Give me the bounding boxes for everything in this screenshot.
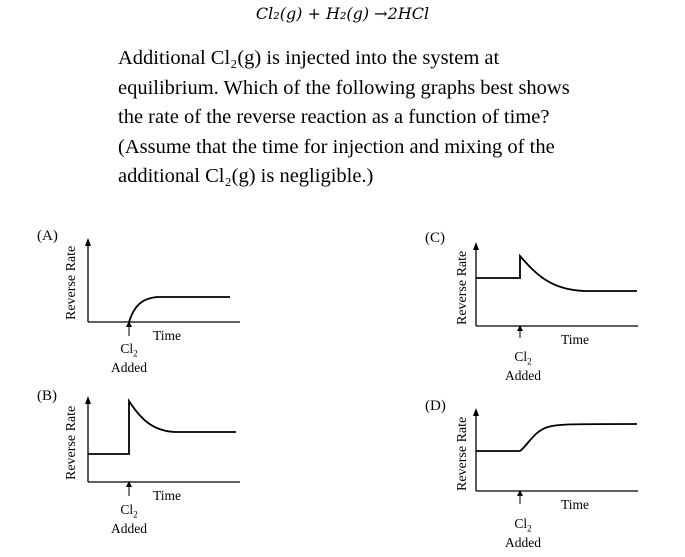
graph-a-marker-sub: 2 xyxy=(133,348,138,359)
graph-a-y-axis-label: Reverse Rate xyxy=(64,245,79,320)
graph-c-label: (C) xyxy=(425,230,445,246)
graph-a-rate-curve xyxy=(129,297,230,322)
graph-d-marker-label xyxy=(493,517,553,550)
graph-b-plot xyxy=(30,388,290,548)
graph-b-marker-label xyxy=(99,503,159,536)
graph-b-marker-sub: 2 xyxy=(133,509,138,520)
graph-d-x-axis-label: Time xyxy=(561,497,590,512)
graph-c-x-axis-label: Time xyxy=(561,332,590,347)
graph-d-marker-cl: Cl xyxy=(514,516,528,531)
graph-d-label: (D) xyxy=(425,398,446,414)
graph-c-marker-added: Added xyxy=(505,367,541,383)
graph-a-label: (A) xyxy=(37,228,58,244)
graph-a-x-axis-label: Time xyxy=(153,328,182,343)
graph-b-x-axis-label: Time xyxy=(153,488,182,503)
graph-a-marker-label xyxy=(99,342,159,375)
graph-d-marker-sub: 2 xyxy=(527,523,532,534)
graph-a-marker-cl: Cl xyxy=(120,341,134,356)
question-text: Additional Cl₂(g) is injected into the system at equilibrium. Which of the following graphs best shows the rate of the reverse reaction as a function of time? (Assume that the time for injection and mixing of the additional Cl₂(g) is negligible.) xyxy=(118,47,570,187)
graph-a-plot xyxy=(30,228,290,388)
graph-c-marker-label xyxy=(493,350,553,383)
graph-d xyxy=(420,393,680,553)
graph-d-rate-curve xyxy=(476,424,637,451)
graph-d-y-axis-label: Reverse Rate xyxy=(455,416,470,491)
graph-b-marker-cl: Cl xyxy=(120,502,134,517)
graph-d-marker-added: Added xyxy=(505,534,541,550)
graph-c-rate-curve xyxy=(476,256,637,291)
graph-b-marker-added: Added xyxy=(111,520,147,536)
graph-c-y-axis-label: Reverse Rate xyxy=(455,250,470,325)
graph-c-marker-cl: Cl xyxy=(514,349,528,364)
graph-a-marker-added: Added xyxy=(111,359,147,375)
graph-b xyxy=(30,388,290,548)
graph-b-label: (B) xyxy=(37,388,57,404)
graph-a xyxy=(30,228,290,388)
reaction-equation: Cl₂(g) + H₂(g) →2HCl xyxy=(255,4,430,23)
graph-c xyxy=(420,228,680,388)
graph-b-rate-curve xyxy=(88,401,236,454)
graph-c-marker-sub: 2 xyxy=(527,356,532,367)
graph-b-y-axis-label: Reverse Rate xyxy=(64,405,79,480)
